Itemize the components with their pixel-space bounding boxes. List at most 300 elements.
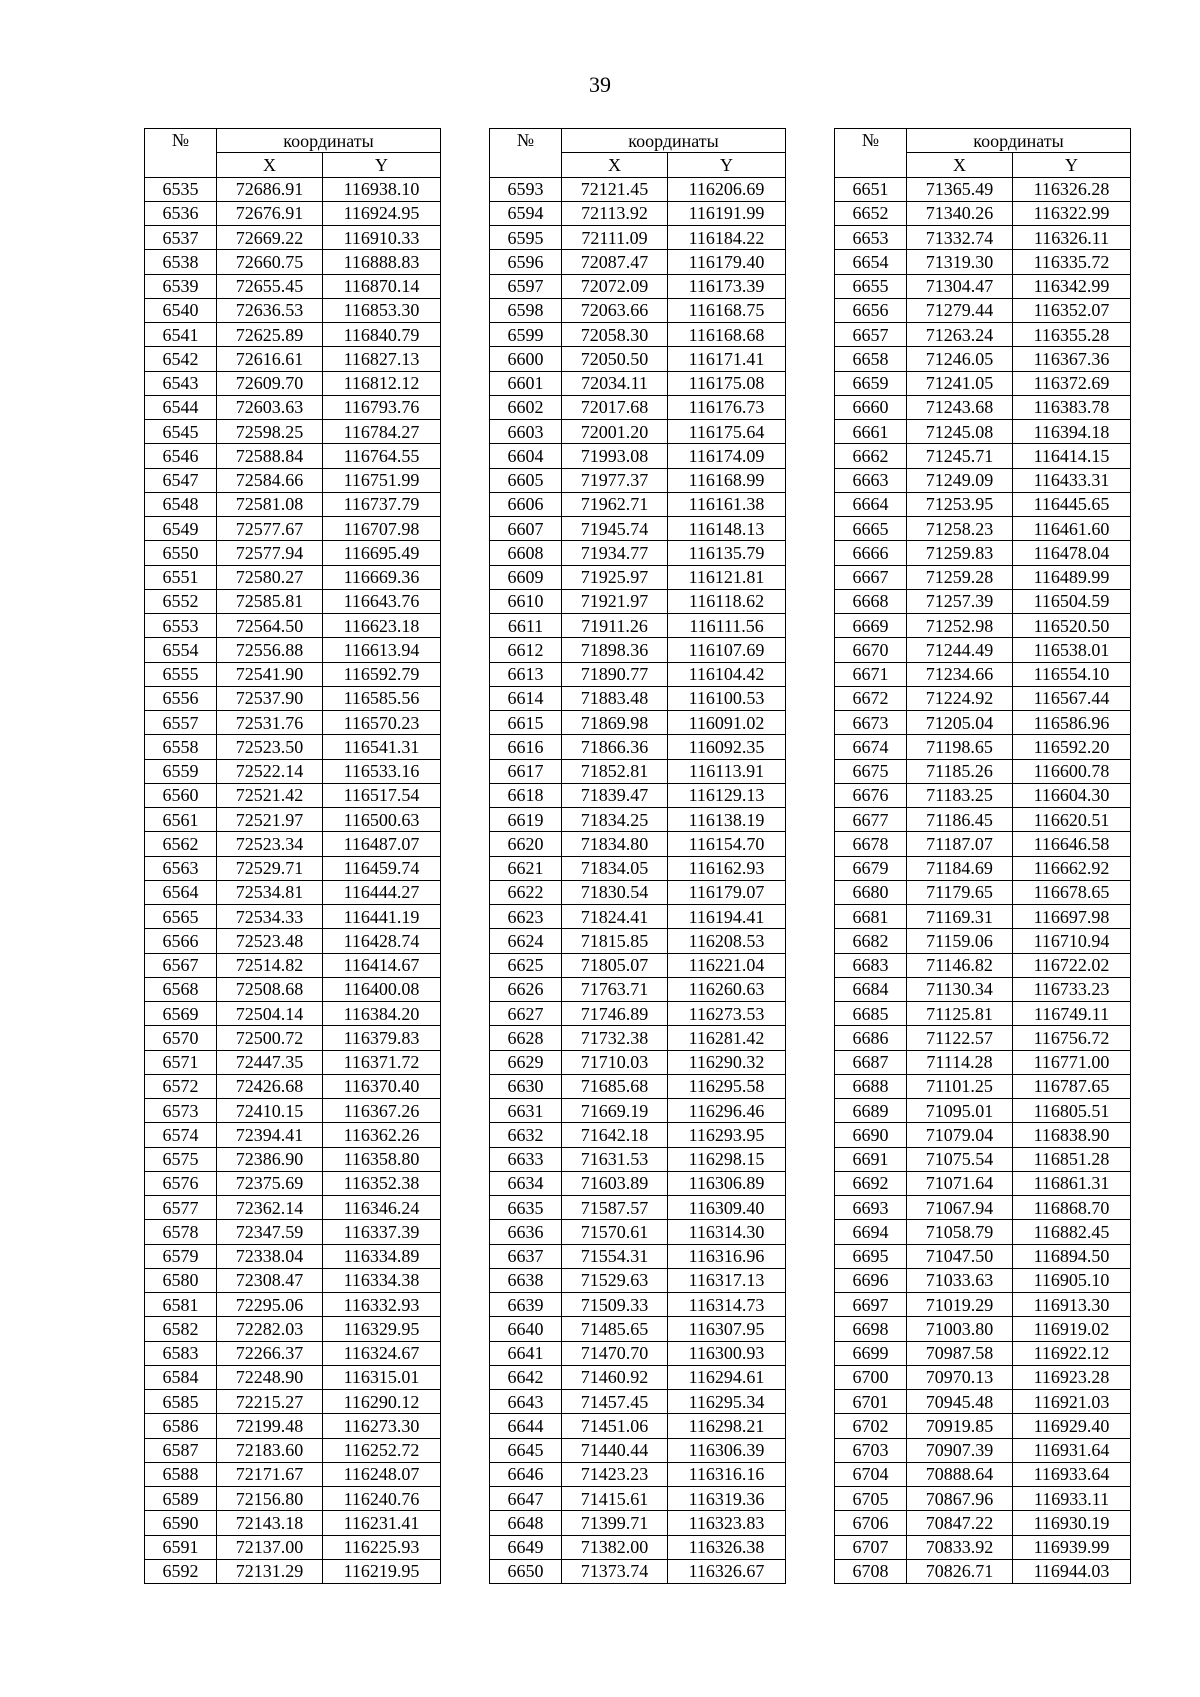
- x-coordinate-cell: 71685.68: [562, 1074, 668, 1098]
- x-coordinate-cell: 71470.70: [562, 1341, 668, 1365]
- point-number-cell: 6536: [145, 201, 217, 225]
- table-row: [835, 783, 1131, 807]
- table-row: [145, 250, 441, 274]
- point-number-cell: 6613: [490, 662, 562, 686]
- table-row: [835, 250, 1131, 274]
- y-coordinate-cell: 116592.79: [323, 662, 441, 686]
- y-coordinate-cell: 116737.79: [323, 492, 441, 516]
- x-coordinate-cell: 72121.45: [562, 177, 668, 201]
- table-row: [490, 1317, 786, 1341]
- point-number-cell: 6703: [835, 1438, 907, 1462]
- x-coordinate-cell: 71224.92: [907, 686, 1013, 710]
- point-number-cell: 6607: [490, 517, 562, 541]
- table-row: [145, 638, 441, 662]
- x-column-header: X: [907, 153, 1013, 177]
- y-coordinate-cell: 116175.08: [668, 371, 786, 395]
- table-row: [490, 468, 786, 492]
- point-number-cell: 6617: [490, 759, 562, 783]
- y-coordinate-cell: 116168.68: [668, 323, 786, 347]
- table-row: [490, 1414, 786, 1438]
- point-number-cell: 6537: [145, 226, 217, 250]
- table-row: [490, 420, 786, 444]
- x-coordinate-cell: 72063.66: [562, 298, 668, 322]
- point-number-cell: 6660: [835, 395, 907, 419]
- point-number-cell: 6538: [145, 250, 217, 274]
- x-coordinate-cell: 71304.47: [907, 274, 1013, 298]
- x-coordinate-cell: 71669.19: [562, 1099, 668, 1123]
- table-row: [490, 1462, 786, 1486]
- table-row: [145, 468, 441, 492]
- point-number-cell: 6697: [835, 1293, 907, 1317]
- point-number-cell: 6693: [835, 1196, 907, 1220]
- point-number-cell: 6639: [490, 1293, 562, 1317]
- table-row: [145, 783, 441, 807]
- y-coordinate-cell: 116695.49: [323, 541, 441, 565]
- point-number-cell: 6630: [490, 1074, 562, 1098]
- table-row: [835, 662, 1131, 686]
- point-number-cell: 6684: [835, 977, 907, 1001]
- x-coordinate-cell: 71101.25: [907, 1074, 1013, 1098]
- x-coordinate-cell: 71631.53: [562, 1147, 668, 1171]
- table-row: [835, 1293, 1131, 1317]
- y-coordinate-cell: 116221.04: [668, 953, 786, 977]
- x-coordinate-cell: 71243.68: [907, 395, 1013, 419]
- table-body: [835, 177, 1131, 1584]
- y-coordinate-cell: 116853.30: [323, 298, 441, 322]
- point-number-cell: 6647: [490, 1487, 562, 1511]
- point-number-cell: 6591: [145, 1535, 217, 1559]
- y-coordinate-cell: 116383.78: [1013, 395, 1131, 419]
- y-coordinate-cell: 116175.64: [668, 420, 786, 444]
- x-coordinate-cell: 72588.84: [217, 444, 323, 468]
- y-coordinate-cell: 116669.36: [323, 565, 441, 589]
- table-row: [145, 1365, 441, 1389]
- y-coordinate-cell: 116905.10: [1013, 1268, 1131, 1292]
- point-number-cell: 6581: [145, 1293, 217, 1317]
- y-coordinate-cell: 116184.22: [668, 226, 786, 250]
- y-coordinate-cell: 116517.54: [323, 783, 441, 807]
- table-row: [490, 953, 786, 977]
- point-number-cell: 6602: [490, 395, 562, 419]
- y-coordinate-cell: 116206.69: [668, 177, 786, 201]
- table-row: [145, 977, 441, 1001]
- x-coordinate-cell: 71415.61: [562, 1487, 668, 1511]
- table-row: [490, 444, 786, 468]
- x-coordinate-cell: 70826.71: [907, 1559, 1013, 1583]
- y-coordinate-cell: 116355.28: [1013, 323, 1131, 347]
- table-row: [145, 395, 441, 419]
- table-row: [490, 323, 786, 347]
- y-column-header: Y: [323, 153, 441, 177]
- y-coordinate-cell: 116678.65: [1013, 880, 1131, 904]
- point-number-cell: 6583: [145, 1341, 217, 1365]
- y-coordinate-cell: 116520.50: [1013, 614, 1131, 638]
- table-row: [490, 735, 786, 759]
- point-number-cell: 6634: [490, 1171, 562, 1195]
- table-row: [145, 1341, 441, 1365]
- point-number-cell: 6554: [145, 638, 217, 662]
- coordinates-table: [834, 128, 1131, 1584]
- x-coordinate-cell: 72669.22: [217, 226, 323, 250]
- table-row: [490, 880, 786, 904]
- y-coordinate-cell: 116379.83: [323, 1026, 441, 1050]
- x-coordinate-cell: 72577.67: [217, 517, 323, 541]
- table-row: [490, 1026, 786, 1050]
- y-coordinate-cell: 116300.93: [668, 1341, 786, 1365]
- x-coordinate-cell: 72426.68: [217, 1074, 323, 1098]
- table-row: [835, 274, 1131, 298]
- y-coordinate-cell: 116111.56: [668, 614, 786, 638]
- x-coordinate-cell: 70888.64: [907, 1462, 1013, 1486]
- y-coordinate-cell: 116219.95: [323, 1559, 441, 1583]
- y-coordinate-cell: 116910.33: [323, 226, 441, 250]
- table-row: [835, 298, 1131, 322]
- table-row: [490, 1268, 786, 1292]
- y-coordinate-cell: 116252.72: [323, 1438, 441, 1462]
- table-row: [145, 1123, 441, 1147]
- y-coordinate-cell: 116500.63: [323, 808, 441, 832]
- x-coordinate-cell: 72347.59: [217, 1220, 323, 1244]
- y-coordinate-cell: 116868.70: [1013, 1196, 1131, 1220]
- x-coordinate-cell: 71067.94: [907, 1196, 1013, 1220]
- y-coordinate-cell: 116541.31: [323, 735, 441, 759]
- x-coordinate-cell: 71365.49: [907, 177, 1013, 201]
- point-number-cell: 6605: [490, 468, 562, 492]
- point-number-cell: 6628: [490, 1026, 562, 1050]
- table-row: [490, 905, 786, 929]
- x-coordinate-cell: 71824.41: [562, 905, 668, 929]
- table-row: [835, 395, 1131, 419]
- point-number-cell: 6545: [145, 420, 217, 444]
- table-row: [490, 347, 786, 371]
- x-coordinate-cell: 71869.98: [562, 711, 668, 735]
- point-number-cell: 6685: [835, 1002, 907, 1026]
- point-number-cell: 6701: [835, 1390, 907, 1414]
- table-row: [835, 1365, 1131, 1389]
- y-coordinate-cell: 116179.07: [668, 880, 786, 904]
- y-coordinate-cell: 116756.72: [1013, 1026, 1131, 1050]
- y-coordinate-cell: 116771.00: [1013, 1050, 1131, 1074]
- table-row: [835, 1171, 1131, 1195]
- point-number-cell: 6679: [835, 856, 907, 880]
- point-number-cell: 6566: [145, 929, 217, 953]
- y-coordinate-cell: 116273.30: [323, 1414, 441, 1438]
- x-coordinate-cell: 71509.33: [562, 1293, 668, 1317]
- y-coordinate-cell: 116533.16: [323, 759, 441, 783]
- point-number-cell: 6542: [145, 347, 217, 371]
- x-coordinate-cell: 71921.97: [562, 589, 668, 613]
- table-row: [490, 929, 786, 953]
- table-row: [490, 589, 786, 613]
- x-coordinate-cell: 71184.69: [907, 856, 1013, 880]
- table-row: [835, 1123, 1131, 1147]
- point-number-cell: 6705: [835, 1487, 907, 1511]
- point-number-cell: 6563: [145, 856, 217, 880]
- table-row: [835, 977, 1131, 1001]
- y-column-header: Y: [1013, 153, 1131, 177]
- table-row: [145, 371, 441, 395]
- x-coordinate-cell: 71259.83: [907, 541, 1013, 565]
- table-row: [145, 880, 441, 904]
- y-coordinate-cell: 116298.21: [668, 1414, 786, 1438]
- point-number-cell: 6546: [145, 444, 217, 468]
- y-coordinate-cell: 116793.76: [323, 395, 441, 419]
- x-coordinate-cell: 72131.29: [217, 1559, 323, 1583]
- table-row: [835, 1099, 1131, 1123]
- point-number-cell: 6667: [835, 565, 907, 589]
- y-coordinate-cell: 116332.93: [323, 1293, 441, 1317]
- x-coordinate-cell: 71382.00: [562, 1535, 668, 1559]
- table-row: [835, 347, 1131, 371]
- table-row: [835, 1196, 1131, 1220]
- point-number-cell: 6698: [835, 1317, 907, 1341]
- y-coordinate-cell: 116944.03: [1013, 1559, 1131, 1583]
- x-coordinate-cell: 71945.74: [562, 517, 668, 541]
- x-coordinate-cell: 71114.28: [907, 1050, 1013, 1074]
- point-number-cell: 6543: [145, 371, 217, 395]
- table-row: [490, 759, 786, 783]
- table-row: [835, 1317, 1131, 1341]
- y-coordinate-cell: 116174.09: [668, 444, 786, 468]
- y-coordinate-cell: 116384.20: [323, 1002, 441, 1026]
- y-coordinate-cell: 116827.13: [323, 347, 441, 371]
- table-row: [145, 662, 441, 686]
- x-coordinate-cell: 71198.65: [907, 735, 1013, 759]
- y-coordinate-cell: 116100.53: [668, 686, 786, 710]
- y-coordinate-cell: 116322.99: [1013, 201, 1131, 225]
- y-coordinate-cell: 116154.70: [668, 832, 786, 856]
- table-row: [145, 517, 441, 541]
- point-number-cell: 6668: [835, 589, 907, 613]
- table-row: [145, 1196, 441, 1220]
- point-number-cell: 6683: [835, 953, 907, 977]
- table-row: [145, 565, 441, 589]
- x-coordinate-cell: 71529.63: [562, 1268, 668, 1292]
- table-row: [835, 808, 1131, 832]
- table-row: [835, 735, 1131, 759]
- y-coordinate-cell: 116924.95: [323, 201, 441, 225]
- y-coordinate-cell: 116461.60: [1013, 517, 1131, 541]
- x-coordinate-cell: 71866.36: [562, 735, 668, 759]
- point-number-cell: 6620: [490, 832, 562, 856]
- point-number-cell: 6662: [835, 444, 907, 468]
- point-number-cell: 6594: [490, 201, 562, 225]
- point-number-cell: 6626: [490, 977, 562, 1001]
- point-number-cell: 6559: [145, 759, 217, 783]
- x-coordinate-cell: 72609.70: [217, 371, 323, 395]
- y-coordinate-cell: 116372.69: [1013, 371, 1131, 395]
- x-coordinate-cell: 72143.18: [217, 1511, 323, 1535]
- y-coordinate-cell: 116751.99: [323, 468, 441, 492]
- point-number-cell: 6560: [145, 783, 217, 807]
- point-number-cell: 6582: [145, 1317, 217, 1341]
- point-number-cell: 6629: [490, 1050, 562, 1074]
- point-number-cell: 6555: [145, 662, 217, 686]
- table-row: [145, 274, 441, 298]
- y-coordinate-cell: 116840.79: [323, 323, 441, 347]
- x-coordinate-cell: 72534.81: [217, 880, 323, 904]
- x-column-header: X: [217, 153, 323, 177]
- table-row: [835, 177, 1131, 201]
- x-coordinate-cell: 71603.89: [562, 1171, 668, 1195]
- point-number-cell: 6573: [145, 1099, 217, 1123]
- point-number-cell: 6550: [145, 541, 217, 565]
- x-coordinate-cell: 71883.48: [562, 686, 668, 710]
- x-coordinate-cell: 71732.38: [562, 1026, 668, 1050]
- x-coordinate-cell: 71451.06: [562, 1414, 668, 1438]
- point-number-cell: 6590: [145, 1511, 217, 1535]
- table-row: [490, 1535, 786, 1559]
- point-number-cell: 6580: [145, 1268, 217, 1292]
- x-coordinate-cell: 72087.47: [562, 250, 668, 274]
- point-number-cell: 6674: [835, 735, 907, 759]
- x-coordinate-cell: 72338.04: [217, 1244, 323, 1268]
- x-coordinate-cell: 72616.61: [217, 347, 323, 371]
- y-coordinate-cell: 116504.59: [1013, 589, 1131, 613]
- table-row: [835, 468, 1131, 492]
- x-coordinate-cell: 71834.25: [562, 808, 668, 832]
- table-row: [835, 1268, 1131, 1292]
- point-number-cell: 6599: [490, 323, 562, 347]
- point-number-cell: 6567: [145, 953, 217, 977]
- point-number-cell: 6541: [145, 323, 217, 347]
- x-coordinate-cell: 70970.13: [907, 1365, 1013, 1389]
- point-number-cell: 6646: [490, 1462, 562, 1486]
- point-number-cell: 6604: [490, 444, 562, 468]
- table-row: [835, 1414, 1131, 1438]
- y-coordinate-cell: 116337.39: [323, 1220, 441, 1244]
- table-row: [490, 711, 786, 735]
- table-row: [490, 274, 786, 298]
- y-coordinate-cell: 116586.96: [1013, 711, 1131, 735]
- point-number-cell: 6603: [490, 420, 562, 444]
- table-row: [835, 929, 1131, 953]
- y-coordinate-cell: 116298.15: [668, 1147, 786, 1171]
- x-coordinate-cell: 72295.06: [217, 1293, 323, 1317]
- x-coordinate-cell: 72447.35: [217, 1050, 323, 1074]
- x-coordinate-cell: 72050.50: [562, 347, 668, 371]
- table-row: [835, 492, 1131, 516]
- y-coordinate-cell: 116329.95: [323, 1317, 441, 1341]
- table-row: [145, 347, 441, 371]
- x-coordinate-cell: 72636.53: [217, 298, 323, 322]
- table-row: [145, 711, 441, 735]
- point-number-cell: 6663: [835, 468, 907, 492]
- table-row: [490, 371, 786, 395]
- x-coordinate-cell: 72603.63: [217, 395, 323, 419]
- table-row: [835, 856, 1131, 880]
- table-row: [835, 614, 1131, 638]
- point-number-cell: 6615: [490, 711, 562, 735]
- x-coordinate-cell: 71257.39: [907, 589, 1013, 613]
- y-coordinate-cell: 116919.02: [1013, 1317, 1131, 1341]
- point-number-cell: 6637: [490, 1244, 562, 1268]
- point-number-cell: 6547: [145, 468, 217, 492]
- table-row: [490, 1220, 786, 1244]
- x-coordinate-cell: 72137.00: [217, 1535, 323, 1559]
- table-row: [145, 1099, 441, 1123]
- x-coordinate-cell: 71399.71: [562, 1511, 668, 1535]
- x-coordinate-cell: 71340.26: [907, 201, 1013, 225]
- table-row: [145, 1002, 441, 1026]
- point-number-cell: 6609: [490, 565, 562, 589]
- y-coordinate-cell: 116433.31: [1013, 468, 1131, 492]
- y-coordinate-cell: 116938.10: [323, 177, 441, 201]
- point-number-cell: 6539: [145, 274, 217, 298]
- point-number-cell: 6696: [835, 1268, 907, 1292]
- y-coordinate-cell: 116316.96: [668, 1244, 786, 1268]
- y-coordinate-cell: 116352.38: [323, 1171, 441, 1195]
- x-coordinate-cell: 71258.23: [907, 517, 1013, 541]
- table-row: [490, 1438, 786, 1462]
- point-number-cell: 6624: [490, 929, 562, 953]
- table-row: [835, 638, 1131, 662]
- table-row: [145, 1074, 441, 1098]
- x-coordinate-cell: 72655.45: [217, 274, 323, 298]
- y-coordinate-cell: 116225.93: [323, 1535, 441, 1559]
- table-row: [145, 1293, 441, 1317]
- x-coordinate-cell: 72521.42: [217, 783, 323, 807]
- x-coordinate-cell: 71834.80: [562, 832, 668, 856]
- point-number-cell: 6687: [835, 1050, 907, 1074]
- table-row: [835, 201, 1131, 225]
- x-coordinate-cell: 71263.24: [907, 323, 1013, 347]
- table-row: [145, 759, 441, 783]
- y-coordinate-cell: 116326.38: [668, 1535, 786, 1559]
- point-number-cell: 6549: [145, 517, 217, 541]
- point-number-cell: 6561: [145, 808, 217, 832]
- x-coordinate-cell: 72504.14: [217, 1002, 323, 1026]
- point-number-cell: 6585: [145, 1390, 217, 1414]
- point-number-cell: 6672: [835, 686, 907, 710]
- y-coordinate-cell: 116414.67: [323, 953, 441, 977]
- y-coordinate-cell: 116314.73: [668, 1293, 786, 1317]
- point-number-cell: 6558: [145, 735, 217, 759]
- table-row: [490, 1365, 786, 1389]
- table-row: [835, 880, 1131, 904]
- y-coordinate-cell: 116428.74: [323, 929, 441, 953]
- x-coordinate-cell: 71244.49: [907, 638, 1013, 662]
- y-coordinate-cell: 116600.78: [1013, 759, 1131, 783]
- table-row: [145, 1462, 441, 1486]
- y-coordinate-cell: 116697.98: [1013, 905, 1131, 929]
- x-coordinate-cell: 72534.33: [217, 905, 323, 929]
- point-number-cell: 6694: [835, 1220, 907, 1244]
- point-number-cell: 6677: [835, 808, 907, 832]
- number-column-header: №: [835, 129, 907, 178]
- y-coordinate-cell: 116323.83: [668, 1511, 786, 1535]
- y-coordinate-cell: 116662.92: [1013, 856, 1131, 880]
- y-coordinate-cell: 116604.30: [1013, 783, 1131, 807]
- y-coordinate-cell: 116138.19: [668, 808, 786, 832]
- x-coordinate-cell: 71047.50: [907, 1244, 1013, 1268]
- table-row: [835, 1244, 1131, 1268]
- table-row: [145, 420, 441, 444]
- y-coordinate-cell: 116370.40: [323, 1074, 441, 1098]
- table-row: [490, 1487, 786, 1511]
- x-coordinate-cell: 71852.81: [562, 759, 668, 783]
- y-coordinate-cell: 116933.64: [1013, 1462, 1131, 1486]
- x-coordinate-cell: 72537.90: [217, 686, 323, 710]
- point-number-cell: 6608: [490, 541, 562, 565]
- y-coordinate-cell: 116168.75: [668, 298, 786, 322]
- point-number-cell: 6661: [835, 420, 907, 444]
- x-coordinate-cell: 71186.45: [907, 808, 1013, 832]
- x-coordinate-cell: 72686.91: [217, 177, 323, 201]
- y-coordinate-cell: 116113.91: [668, 759, 786, 783]
- point-number-cell: 6670: [835, 638, 907, 662]
- y-coordinate-cell: 116646.58: [1013, 832, 1131, 856]
